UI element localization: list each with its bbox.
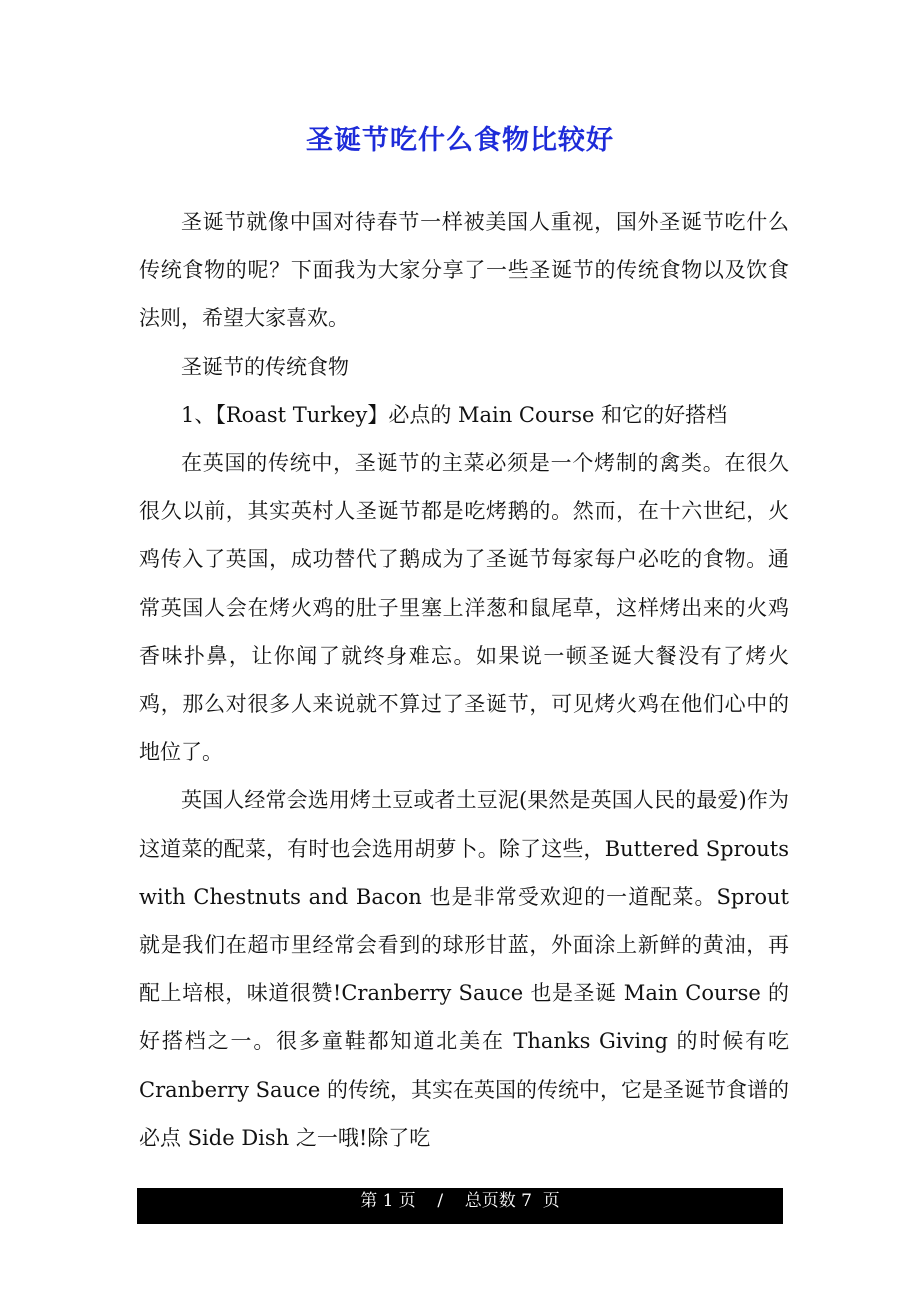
paragraph-roast-turkey: 在英国的传统中，圣诞节的主菜必须是一个烤制的禽类。在很久很久以前，其实英村人圣诞节都是吃烤鹅的。然而，在十六世纪，火鸡传入了英国，成功替代了鹅成为了圣诞节每家每户必吃的食物。通常英国人会在烤火鸡的肚子里塞上洋葱和鼠尾草，这样烤出来的火鸡香味扑鼻，让你闻了就终身难忘。如果说一顿圣诞大餐没有了烤火鸡，那么对很多人来说就不算过了圣诞节，可见烤火鸡在他们心中的地位了。: [139, 451, 789, 765]
section-heading: 圣诞节的传统食物: [181, 354, 349, 379]
document-body: [139, 198, 789, 1162]
paragraph-side-dishes: 英国人经常会选用烤土豆或者土豆泥(果然是英国人民的最爱)作为这道菜的配菜，有时也会选用胡萝卜。除了这些，Buttered Sprouts with Chestnuts and Bacon 也是非常受欢迎的一道配菜。Sprout 就是我们在超市里经常会看到的球形甘蓝，外面涂上新鲜的黄油，再配上培根，味道很赞!Cranberry Sauce 也是圣诞 Main Course 的好搭档之一。很多童鞋都知道北美在 Thanks Giving 的时候有吃 Cranberry Sauce 的传统，其实在英国的传统中，它是圣诞节食谱的必点 Side Dish 之一哦!除了吃: [139, 788, 789, 1150]
page-footer: [137, 1188, 783, 1224]
document-title: 圣诞节吃什么食物比较好: [306, 125, 614, 156]
page-number-text: 第 1 页 / 总页数 7 页: [360, 1191, 560, 1211]
paragraph-intro: 圣诞节就像中国对待春节一样被美国人重视，国外圣诞节吃什么传统食物的呢？下面我为大家分享了一些圣诞节的传统食物以及饮食法则，希望大家喜欢。: [139, 210, 789, 331]
subsection-heading: 1、【Roast Turkey】必点的 Main Course 和它的好搭档: [181, 402, 728, 427]
